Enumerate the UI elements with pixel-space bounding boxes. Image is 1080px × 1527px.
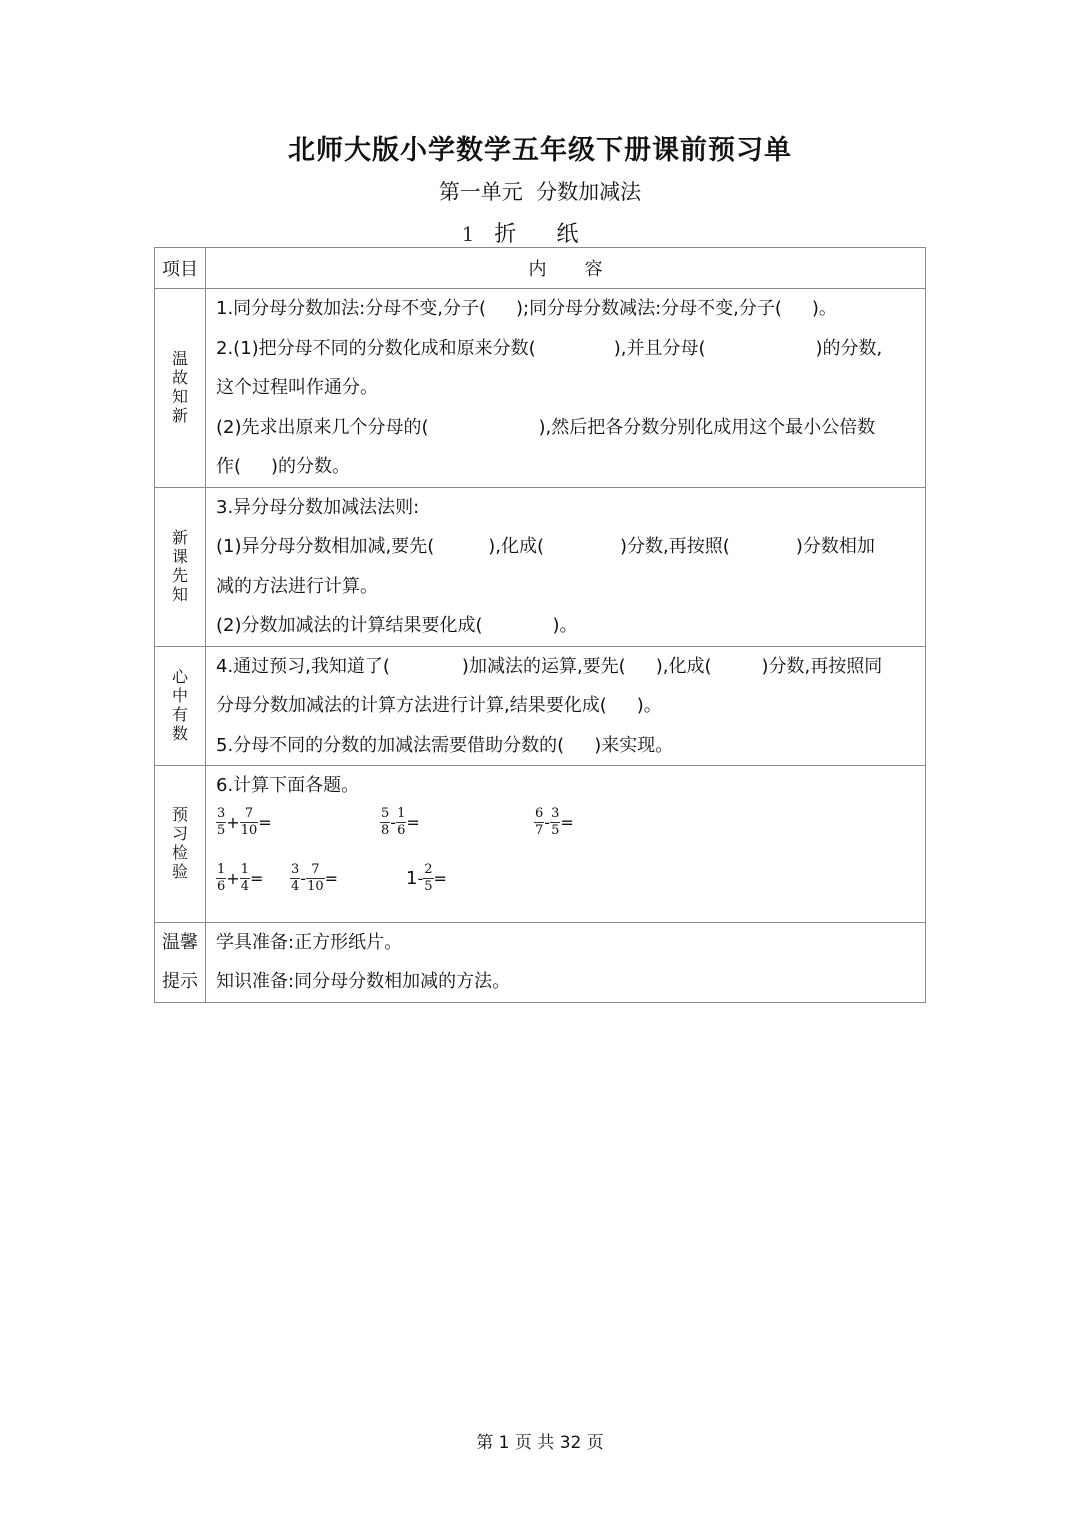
equals-sign: =: [249, 868, 264, 888]
calc-row: [216, 862, 917, 922]
fraction: $\frac{3}{5}$: [217, 805, 226, 838]
section-category-label: 温馨: [162, 931, 198, 953]
whole-number: 1: [406, 867, 418, 889]
section-category-cell: [155, 289, 206, 488]
equals-sign: =: [560, 812, 574, 832]
section-check-row: [155, 766, 926, 923]
calc-problem: [380, 806, 420, 839]
calc-problem: [406, 862, 447, 895]
operator: -: [417, 868, 424, 888]
section-category-label: 提示: [162, 971, 198, 992]
question-line: [216, 447, 917, 487]
question-line: [216, 408, 917, 448]
text-segment: (2)先求出原来几个分母的(: [216, 416, 429, 438]
text-segment: )。: [636, 695, 662, 716]
section-content-cell: [206, 289, 926, 488]
question-line: [216, 488, 917, 528]
calc-problem: [534, 806, 574, 839]
question-line: [216, 527, 917, 567]
worksheet-table: [154, 247, 926, 1003]
text-segment: )来实现。: [594, 734, 674, 756]
question-line: [216, 567, 917, 607]
text-segment: 5.分母不同的分数的加减法需要借助分数的(: [216, 734, 565, 756]
question-line: [216, 647, 917, 687]
question-line: [216, 606, 917, 646]
section-category-cell: [155, 487, 206, 646]
section-content-cell: [206, 487, 926, 646]
fraction: $\frac{5}{8}$: [381, 805, 390, 838]
unit-subtitle: 第一单元 分数加减法: [438, 180, 642, 204]
fraction: $\frac{1}{4}$: [240, 861, 249, 894]
section-summary-row: [155, 646, 926, 766]
section-category-cell: [155, 646, 206, 766]
text-segment: ),化成(: [655, 655, 712, 677]
question-line: [216, 686, 917, 726]
operator: +: [226, 812, 240, 832]
calc-row: [216, 806, 917, 862]
lesson-heading: [0, 217, 1080, 248]
text-segment: 1.同分母分数加法:分母不变,分子(: [216, 298, 486, 319]
text-segment: ),化成(: [488, 536, 545, 557]
section-category-label: 温故知新: [171, 349, 188, 426]
fraction: $\frac{1}{6}$: [397, 805, 406, 838]
question-line: [216, 368, 917, 408]
text-segment: )分数相加: [795, 536, 875, 557]
section-content-cell: [206, 646, 926, 766]
equals-sign: =: [433, 868, 447, 888]
fraction: $\frac{6}{7}$: [535, 805, 544, 838]
calc-problem: [216, 862, 263, 895]
document-title: 北师大版小学数学五年级下册课前预习单: [288, 135, 792, 166]
text-segment: )。: [552, 615, 578, 636]
section-content-cell: [206, 766, 926, 923]
column-header-content: 内容: [206, 248, 926, 289]
tip-line: 知识准备:同分母分数相加减的方法。: [216, 971, 511, 992]
text-segment: ),然后把各分数分别化成用这个最小公倍数: [538, 416, 876, 438]
text-segment: 这个过程叫作通分。: [216, 377, 378, 398]
text-segment: );同分母分数减法:分母不变,分子(: [515, 298, 782, 319]
text-segment: 减的方法进行计算。: [216, 575, 378, 597]
equals-sign: =: [324, 868, 339, 888]
fraction: $\frac{7}{10}$: [240, 805, 258, 838]
lesson-title: 折纸: [494, 222, 619, 247]
text-segment: )的分数。: [271, 456, 351, 477]
equals-sign: =: [258, 812, 272, 832]
page-footer: 第 1 页 共 32 页: [476, 1433, 604, 1453]
text-segment: 3.异分母分数加减法法则:: [216, 496, 420, 518]
section-category-label: 预习检验: [171, 805, 188, 882]
section-tips-row: [155, 922, 926, 1002]
text-segment: (1)异分母分数相加减,要先(: [216, 536, 435, 557]
section-category-label: 新课先知: [171, 528, 188, 604]
section-review-row: [155, 289, 926, 488]
text-segment: (2)分数加减法的计算结果要化成(: [216, 615, 483, 636]
text-segment: 分母分数加减法的计算方法进行计算,结果要化成(: [216, 695, 607, 716]
question-line: [216, 329, 917, 369]
calc-problem: [216, 806, 272, 839]
operator: -: [390, 812, 397, 832]
section-content-cell: [206, 922, 926, 1002]
text-segment: )。: [811, 298, 837, 319]
lesson-number: 1: [461, 222, 475, 246]
question-line: [216, 289, 917, 329]
question-line: 6.计算下面各题。: [216, 775, 360, 796]
text-segment: 4.通过预习,我知道了(: [216, 655, 390, 677]
section-preview-row: [155, 487, 926, 646]
table-header-row: [155, 248, 926, 289]
text-segment: 2.(1)把分母不同的分数化成和原来分数(: [216, 337, 536, 359]
section-category-cell: [155, 766, 206, 923]
text-segment: )加减法的运算,要先(: [461, 655, 626, 677]
operator: -: [300, 868, 307, 888]
operator: -: [544, 812, 551, 832]
text-segment: )分数,再按照(: [620, 536, 730, 557]
tip-line: 学具准备:正方形纸片。: [216, 931, 403, 953]
equals-sign: =: [406, 812, 420, 832]
operator: +: [226, 868, 240, 888]
section-category-label: 心中有数: [171, 667, 188, 744]
text-segment: ),并且分母(: [613, 337, 706, 359]
fraction: $\frac{7}{10}$: [307, 861, 324, 894]
text-segment: )分数,再按照同: [761, 655, 883, 677]
text-segment: 作(: [216, 456, 242, 477]
text-segment: )的分数,: [815, 337, 883, 359]
calc-problem: [290, 862, 338, 895]
fraction: $\frac{3}{5}$: [551, 805, 560, 838]
column-header-item: 项目: [155, 248, 206, 289]
question-line: [216, 726, 917, 766]
section-category-cell: [155, 922, 206, 1002]
fraction: $\frac{1}{6}$: [217, 861, 226, 894]
fraction: $\frac{2}{5}$: [424, 861, 433, 894]
fraction: $\frac{3}{4}$: [291, 861, 300, 894]
